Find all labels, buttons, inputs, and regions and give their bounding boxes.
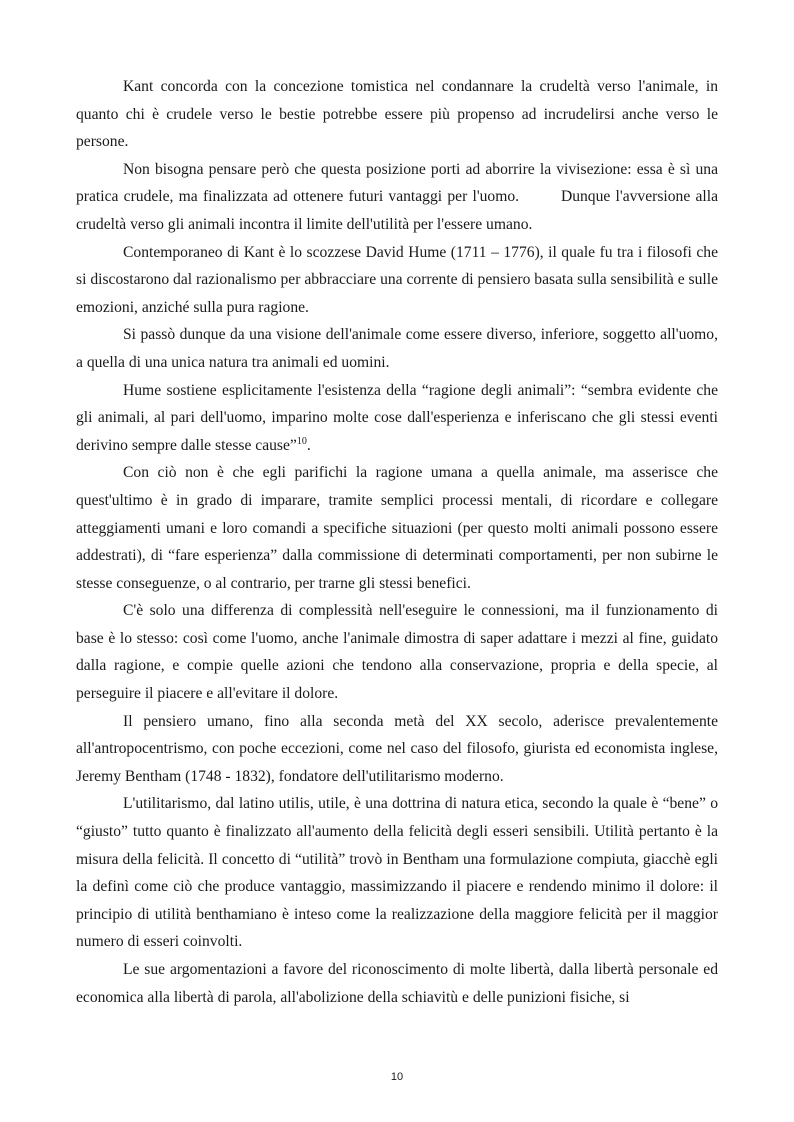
paragraph-text-end: . bbox=[306, 436, 311, 454]
footnote-reference[interactable]: 10 bbox=[296, 435, 307, 447]
paragraph: Il pensiero umano, fino alla seconda metà del XX secolo, aderisce prevalentemente all'antropocentrismo, con poche eccezioni, come nel caso del filosofo, giurista ed economista inglese, Jeremy Bentham (1748 - 1832), fondatore dell'utilitarismo moderno. bbox=[76, 712, 718, 785]
paragraph: L'utilitarismo, dal latino utilis, utile, è una dottrina di natura etica, secondo la quale è “bene” o “giusto” tutto quanto è finalizzato all'aumento della felicità degli esseri sensibili. Utilità pertanto è la misura della felicità. Il concetto di “utilità” trovò in Bentham una formulazione compiuta, giacchè egli la definì come ciò che produce vantaggio, massimizzando il piacere e rendendo minimo il dolore: il principio di utilità benthamiano è inteso come la realizzazione della maggiore felicità per il maggior numero di esseri coinvolti. bbox=[76, 795, 718, 951]
paragraph-text: Hume sostiene esplicitamente l'esistenza della “ragione degli animali”: “sembra evidente che gli animali, al pari dell'uomo, imparino molte cose dall'esperienza e inferiscano che gli stessi eventi derivino sempre dalle stesse cause” bbox=[76, 381, 718, 454]
paragraph: Kant concorda con la concezione tomistica nel condannare la crudeltà verso l'animale, in quanto chi è crudele verso le bestie potrebbe essere più propenso ad incrudelirsi anche verso le persone. bbox=[76, 78, 718, 151]
paragraph: Con ciò non è che egli parifichi la ragione umana a quella animale, ma asserisce che quest'ultimo è in grado di imparare, tramite semplici processi mentali, di ricordare e collegare atteggiamenti umani e loro comandi a specifiche situazioni (per questo molti animali possono essere addestrati), di “fare esperienza” dalla commissione di determinati comportamenti, per non subirne le stesse conseguenze, o al contrario, per trarne gli stessi benefici. bbox=[76, 464, 718, 592]
paragraph: Si passò dunque da una visione dell'animale come essere diverso, inferiore, soggetto all'uomo, a quella di una unica natura tra animali ed uomini. bbox=[76, 326, 718, 371]
page-number: 10 bbox=[390, 1071, 404, 1083]
paragraph: Non bisogna pensare però che questa posizione porti ad aborrire la vivisezione: essa è sì una pratica crudele, ma finalizzata ad ottenere futuri vantaggi per l'uomo. Dunque l'avversione alla crudeltà verso gli animali incontra il limite dell'utilità per l'essere umano. bbox=[76, 160, 722, 233]
paragraph: Contemporaneo di Kant è lo scozzese David Hume (1711 – 1776), il quale fu tra i filosofi che si discostarono dal razionalismo per abbracciare una corrente di pensiero basata sulla sensibilità e sulle emozioni, anziché sulla pura ragione. bbox=[76, 243, 718, 316]
paragraph-with-footnote bbox=[76, 377, 718, 460]
paragraph: C'è solo una differenza di complessità nell'eseguire le connessioni, ma il funzionamento di base è lo stesso: così come l'uomo, anche l'animale dimostra di saper adattare i mezzi al fine, guidato dalla ragione, e compie quelle azioni che tendono alla conservazione, propria e della specie, al perseguire il piacere e all'evitare il dolore. bbox=[76, 602, 718, 703]
paragraph: Le sue argomentazioni a favore del riconoscimento di molte libertà, dalla libertà personale ed economica alla libertà di parola, all'abolizione della schiavitù e delle punizioni fisiche, si bbox=[76, 961, 718, 1006]
body-text bbox=[76, 73, 722, 1011]
